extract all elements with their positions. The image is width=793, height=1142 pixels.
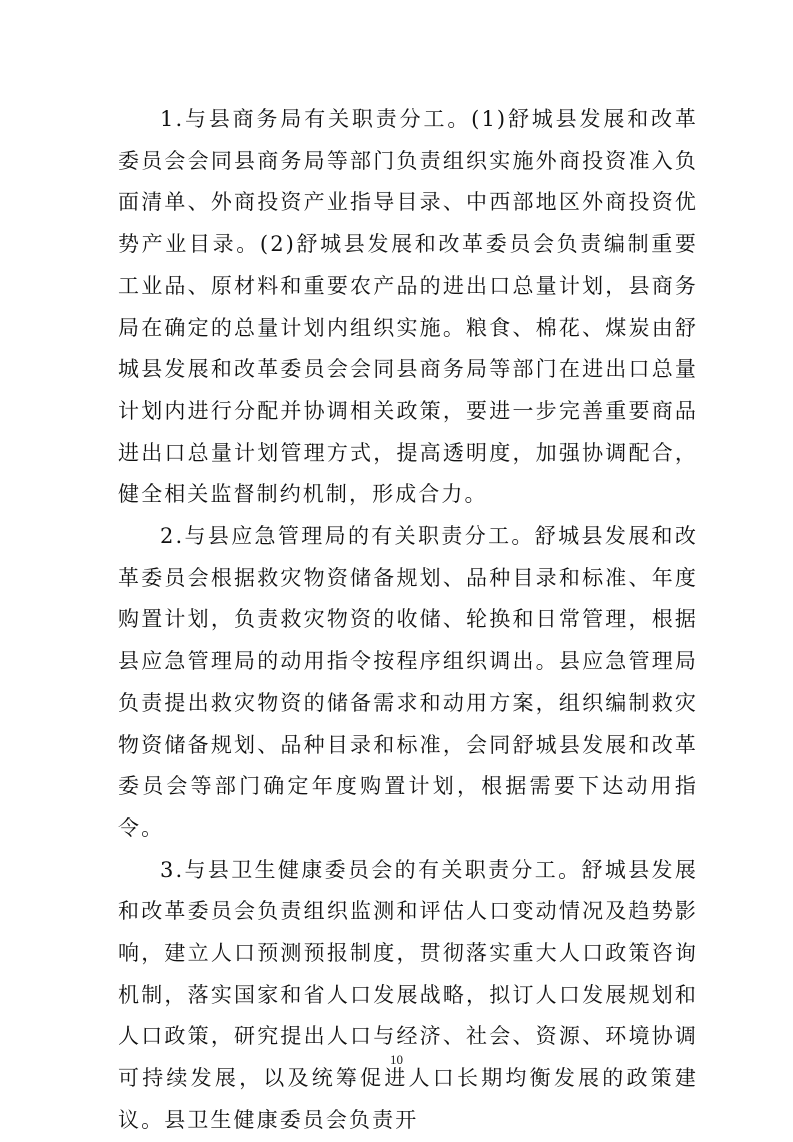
body-text [118, 99, 698, 1142]
paragraph-health-commission: 3.与县卫生健康委员会的有关职责分工。舒城县发展和改革委员会负责组织监测和评估人口变动情况及趋势影响，建立人口预测预报制度，贯彻落实重大人口政策咨询机制，落实国家和省人口发展战略，拟订人口发展规划和人口政策，研究提出人口与经济、社会、资源、环境协调可持续发展，以及统筹促进人口长期均衡发展的政策建议。县卫生健康委员会负责开 [118, 857, 698, 1132]
paragraph-commerce-bureau: 1.与县商务局有关职责分工。(1)舒城县发展和改革委员会会同县商务局等部门负责组织实施外商投资准入负面清单、外商投资产业指导目录、中西部地区外商投资优势产业目录。(2)舒城县发展和改革委员会负责编制重要工业品、原材料和重要农产品的进出口总量计划，县商务局在确定的总量计划内组织实施。粮食、棉花、煤炭由舒城县发展和改革委员会会同县商务局等部门在进出口总量计划内进行分配并协调相关政策，要进一步完善重要商品进出口总量计划管理方式，提高透明度，加强协调配合，健全相关监督制约机制，形成合力。 [118, 107, 698, 507]
page-number: 10 [390, 1052, 403, 1067]
paragraph-emergency-management: 2.与县应急管理局的有关职责分工。舒城县发展和改革委员会根据救灾物资储备规划、品种目录和标准、年度购置计划，负责救灾物资的收储、轮换和日常管理，根据县应急管理局的动用指令按程序组织调出。县应急管理局负责提出救灾物资的储备需求和动用方案，组织编制救灾物资储备规划、品种目录和标准，会同舒城县发展和改革委员会等部门确定年度购置计划，根据需要下达动用指令。 [118, 524, 698, 840]
